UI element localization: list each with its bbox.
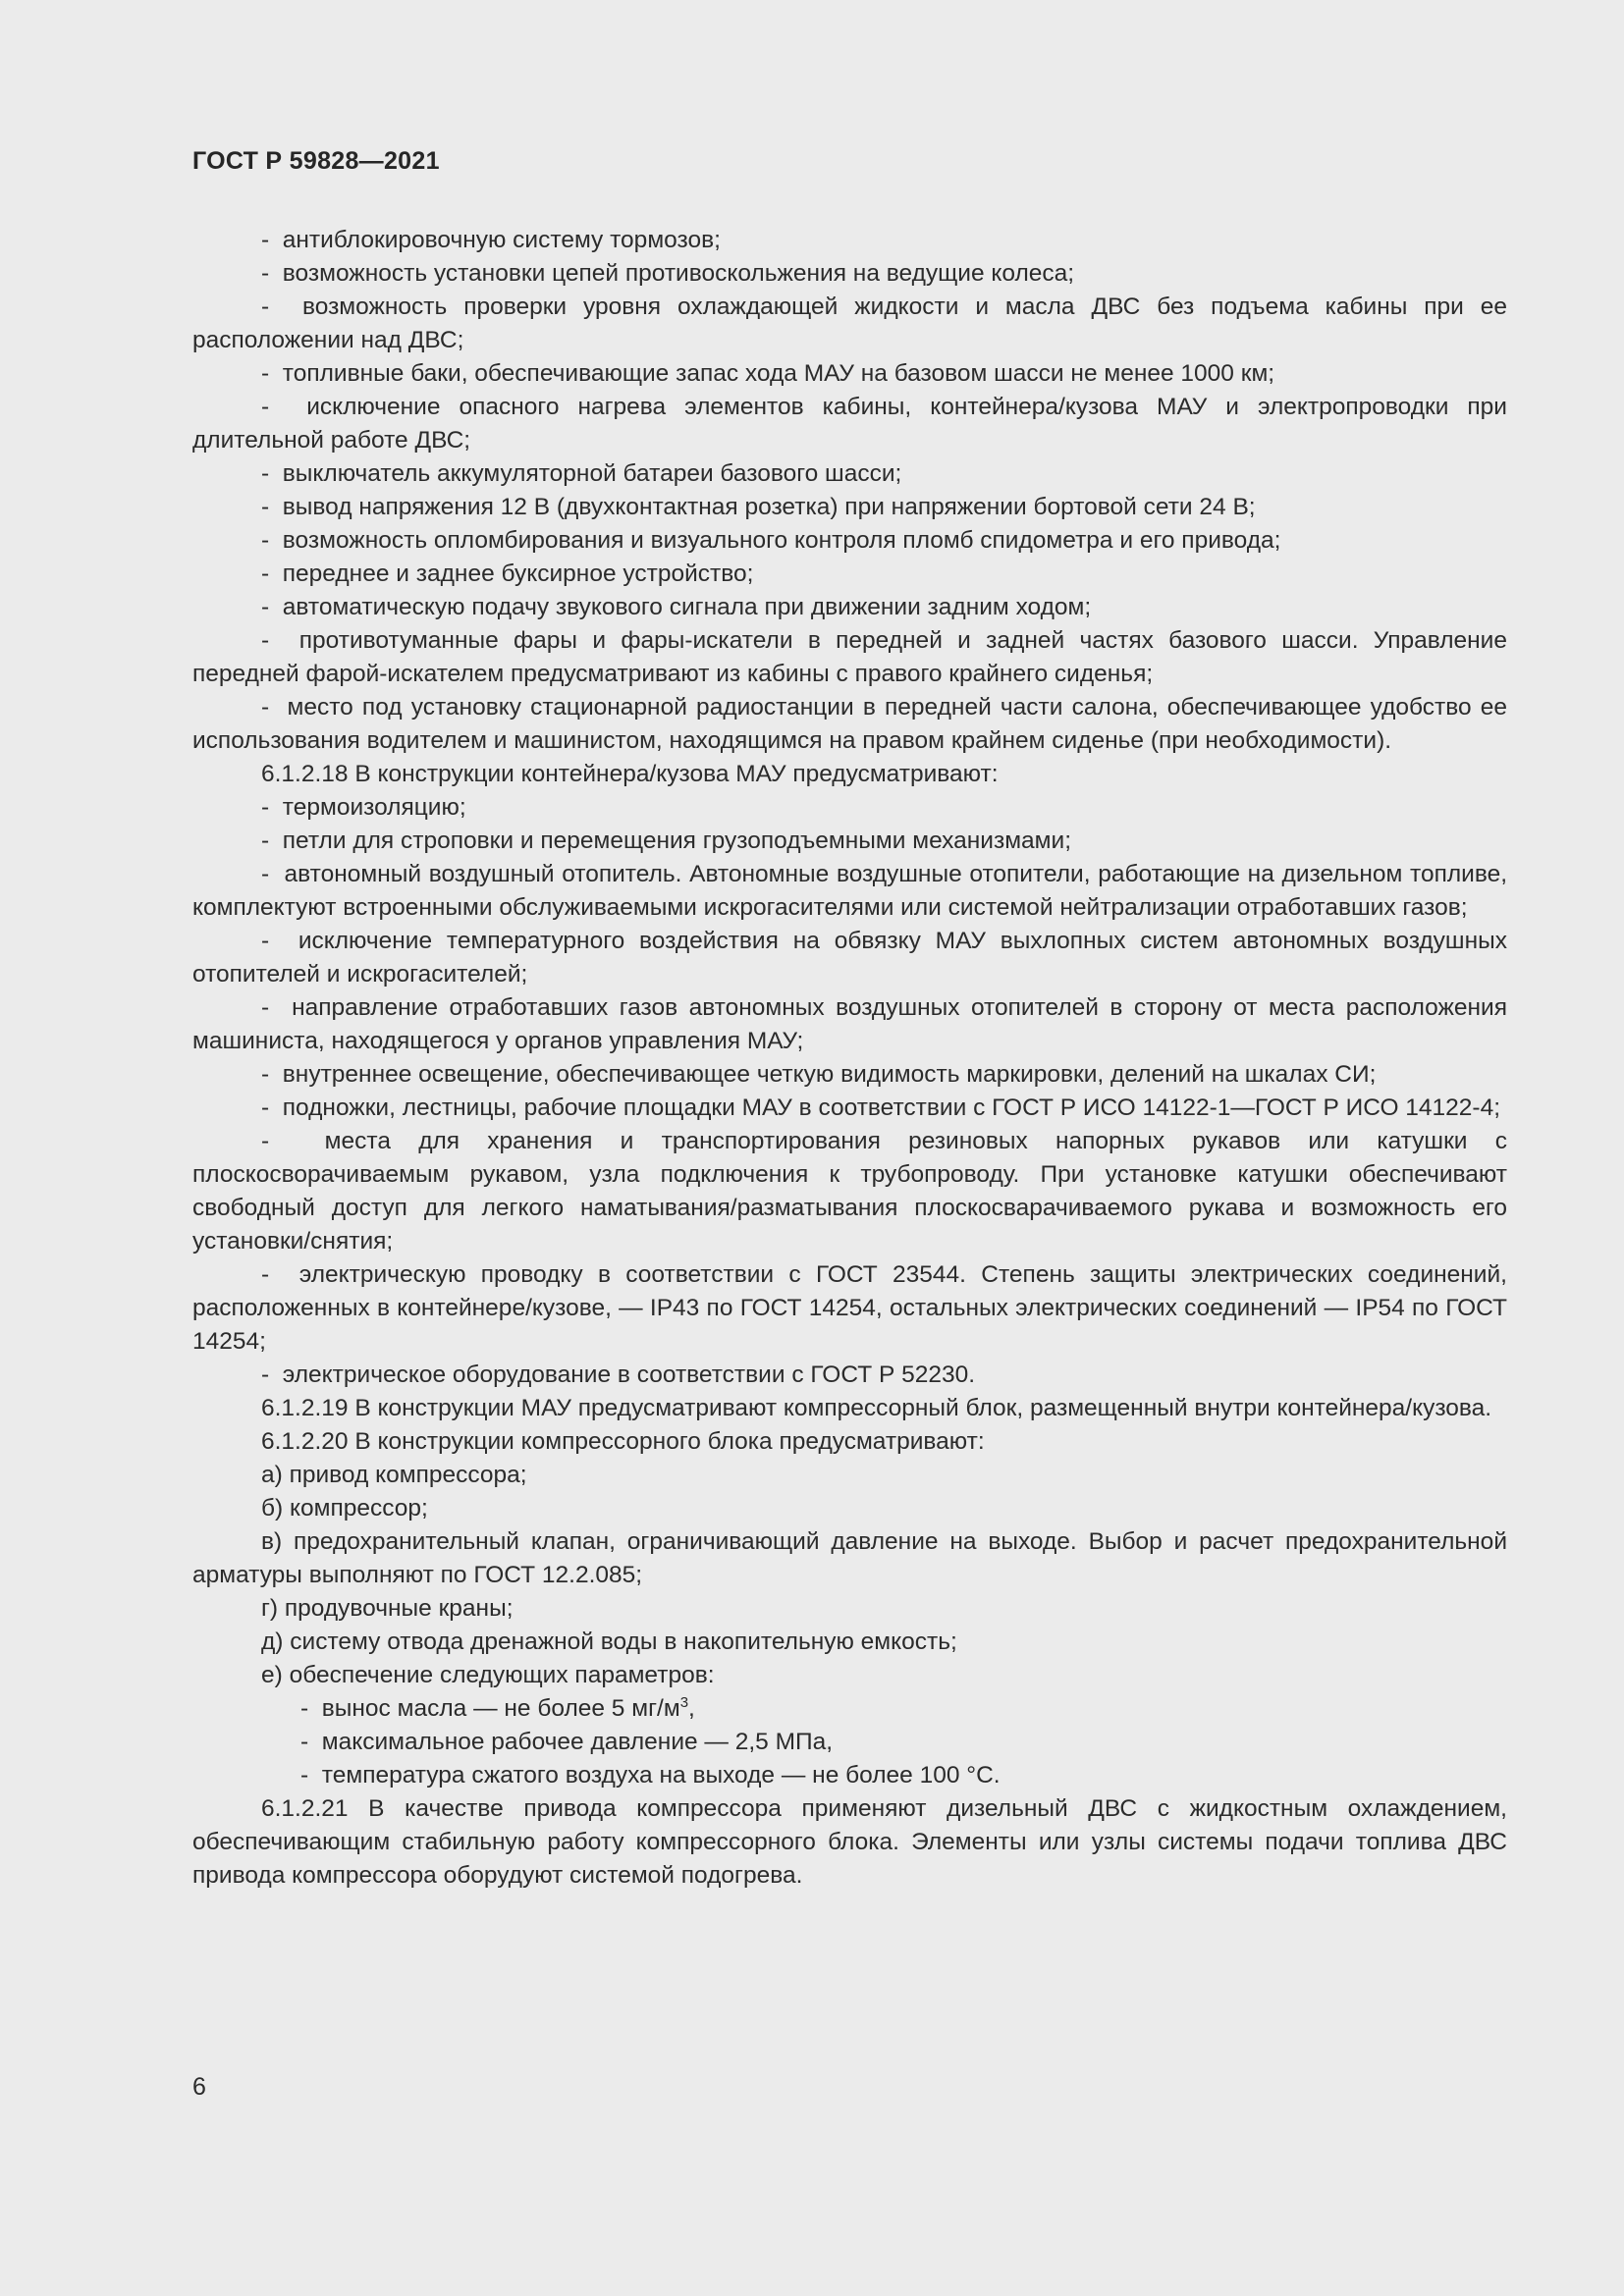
clause-6-1-2-21: 6.1.2.21 В качестве привода компрессора применяют дизельный ДВС с жидкостным охлаждением, обеспечивающим стабильную работу компрессорного блока. Элементы или узлы системы подачи топлива ДВС привода компрессора оборудуют системой подогрева. — [192, 1795, 1507, 1889]
enum-item-d: д) систему отвода дренажной воды в накопительную емкость; — [261, 1629, 957, 1655]
list-item: - антиблокировочную систему тормозов; — [192, 224, 1507, 257]
list-item: - выключатель аккумуляторной батареи базового шасси; — [192, 457, 1507, 491]
enum-item-e: е) обеспечение следующих параметров: — [261, 1662, 715, 1688]
document-body — [192, 224, 1507, 1893]
sub-list-item: - температура сжатого воздуха на выходе — не более 100 °С. — [192, 1759, 1507, 1792]
list-item: - возможность проверки уровня охлаждающей жидкости и масла ДВС без подъема кабины при ее расположении над ДВС; — [192, 291, 1507, 357]
sub-list-item-tail: , — [688, 1695, 695, 1722]
list-item: - возможность установки цепей противоскольжения на ведущие колеса; — [192, 257, 1507, 291]
list-item: - место под установку стационарной радиостанции в передней части салона, обеспечивающее удобство ее использования водителем и машинистом, находящимся на правом крайнем сиденье (при необходимости). — [192, 691, 1507, 758]
list-item: - противотуманные фары и фары-искатели в передней и задней частях базового шасси. Управление передней фарой-искателем предусматривают из кабины с правого крайнего сиденья; — [192, 624, 1507, 691]
list-item: - топливные баки, обеспечивающие запас хода МАУ на базовом шасси не менее 1000 км; — [192, 357, 1507, 391]
list-item: - исключение опасного нагрева элементов кабины, контейнера/кузова МАУ и электропроводки при длительной работе ДВС; — [192, 391, 1507, 457]
list-item: - петли для строповки и перемещения грузоподъемными механизмами; — [192, 825, 1507, 858]
document-header: ГОСТ Р 59828—2021 — [192, 147, 440, 175]
enum-item-a: а) привод компрессора; — [261, 1462, 527, 1488]
sub-list-item: - максимальное рабочее давление — 2,5 МПа, — [192, 1726, 1507, 1759]
enum-item-v: в) предохранительный клапан, ограничивающий давление на выходе. Выбор и расчет предохранительной арматуры выполняют по ГОСТ 12.2.085; — [192, 1528, 1507, 1588]
list-item: - автоматическую подачу звукового сигнала при движении задним ходом; — [192, 591, 1507, 624]
list-item: - автономный воздушный отопитель. Автономные воздушные отопители, работающие на дизельном топливе, комплектуют встроенными обслуживаемыми искрогасителями или системой нейтрализации отработавших газов; — [192, 858, 1507, 925]
enum-item-b: б) компрессор; — [261, 1495, 428, 1522]
list-item: - возможность опломбирования и визуального контроля пломб спидометра и его привода; — [192, 524, 1507, 558]
sub-list-item-text: вынос масла — не более 5 мг/м — [321, 1695, 680, 1722]
clause-6-1-2-19: 6.1.2.19 В конструкции МАУ предусматривают компрессорный блок, размещенный внутри контейнера/кузова. — [261, 1395, 1492, 1421]
superscript: 3 — [679, 1694, 689, 1711]
list-item: - электрическую проводку в соответствии с ГОСТ 23544. Степень защиты электрических соединений, расположенных в контейнере/кузове, — IP43 по ГОСТ 14254, остальных электрических соединений — IP54 по ГОСТ 14254; — [192, 1258, 1507, 1359]
list-item: - электрическое оборудование в соответствии с ГОСТ Р 52230. — [192, 1359, 1507, 1392]
list-item: - направление отработавших газов автономных воздушных отопителей в сторону от места расположения машиниста, находящегося у органов управления МАУ; — [192, 991, 1507, 1058]
clause-6-1-2-18: 6.1.2.18 В конструкции контейнера/кузова МАУ предусматривают: — [261, 761, 999, 787]
enum-item-g: г) продувочные краны; — [261, 1595, 514, 1622]
list-item: - вывод напряжения 12 В (двухконтактная розетка) при напряжении бортовой сети 24 В; — [192, 491, 1507, 524]
list-item: - подножки, лестницы, рабочие площадки МАУ в соответствии с ГОСТ Р ИСО 14122-1—ГОСТ Р ИСО 14122-4; — [192, 1092, 1507, 1125]
clause-6-1-2-20: 6.1.2.20 В конструкции компрессорного блока предусматривают: — [261, 1428, 985, 1455]
list-item: - исключение температурного воздействия на обвязку МАУ выхлопных систем автономных воздушных отопителей и искрогасителей; — [192, 925, 1507, 991]
sub-list-item — [192, 1692, 1507, 1726]
page-number: 6 — [192, 2073, 206, 2101]
list-item: - переднее и заднее буксирное устройство; — [192, 558, 1507, 591]
list-item: - внутреннее освещение, обеспечивающее четкую видимость маркировки, делений на шкалах СИ; — [192, 1058, 1507, 1092]
list-item: - места для хранения и транспортирования резиновых напорных рукавов или катушки с плоскосворачиваемым рукавом, узла подключения к трубопроводу. При установке катушки обеспечивают свободный доступ для легкого наматывания/разматывания плоскосварачиваемого рукава и возможность его установки/снятия; — [192, 1125, 1507, 1258]
list-item: - термоизоляцию; — [192, 791, 1507, 825]
